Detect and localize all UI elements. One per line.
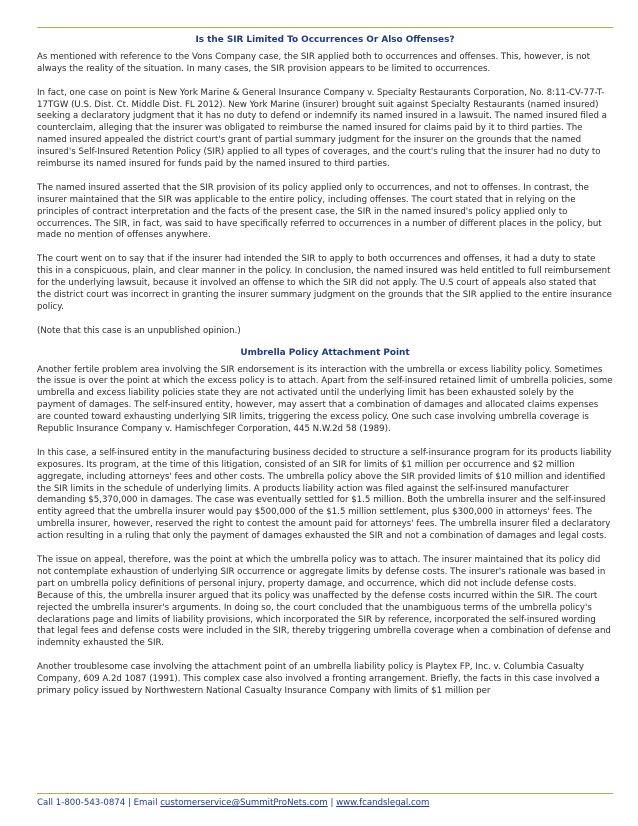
paragraph: The issue on appeal, therefore, was the point at which the umbrella policy was to attach. The insurer maintained that its policy did not contemplate exhaustion of underlying SIR occurrence or aggregate limits by defense costs. The insurer's rationale was based in part on umbrella policy definitions of personal injury, property damage, and occurrence, which did not include defense costs. Because of this, the umbrella insurer argued that its policy was unaffected by the defense costs incurred within the SIR. The court rejected the umbrella insurer's arguments. In doing so, the court concluded that the unambiguous terms of the umbrella policy's declarations page and limits of liability provisions, which incorporated the SIR by reference, incorporated the self-insured wording that legal fees and defense costs were included in the SIR, thereby triggering umbrella coverage when a combination of defense and indemnity exhausted the SIR.: [37, 554, 611, 649]
section-heading-sir-limited: Is the SIR Limited To Occurrences Or Also Offenses?: [195, 35, 455, 45]
footer-website-link[interactable]: www.fcandslegal.com: [336, 798, 430, 808]
paragraph-note: (Note that this case is an unpublished opinion.): [37, 325, 241, 336]
paragraph: The named insured asserted that the SIR provision of its policy applied only to occurrences, and not to offenses. In contrast, the insurer maintained that the SIR was applicable to the entire policy, including offenses. The court stated that in relying on the principles of contract interpretation and the facts of the present case, the SIR in the named insured's policy applied only to occurrences. The SIR, in fact, was said to have specifically referred to occurrences in a number of different places in the policy, but made no mention of offenses anywhere.: [37, 182, 602, 241]
section-heading-umbrella: Umbrella Policy Attachment Point: [240, 347, 410, 358]
paragraph: In fact, one case on point is New York Marine & General Insurance Company v. Specialty Restaurants Corporation, No. 8:11-CV-77-T-17TGW (U.S. Dist. Ct. Middle Dist. FL 2012). New York Marine (insurer) brought suit against Specialty Restaurants (named insured) seeking a declaratory judgment that it has no duty to defend or indemnify its named insured in a lawsuit. The named insured filed a counterclaim, alleging that the insurer was obligated to reimburse the named insured for claims paid by it to third parties. The named insured appealed the district court's grant of partial summary judgment for the insurer on the grounds that the named insured's Self-Insured Retention Policy (SIR) applied to all types of coverages, and the court's ruling that the insurer had no duty to reimburse its named insured for funds paid by the named insured to third parties.: [37, 87, 607, 170]
footer-separator: |: [330, 798, 334, 808]
paragraph: Another fertile problem area involving the SIR endorsement is its interaction with the umbrella or excess liability policy. Sometimes the issue is over the point at which the excess policy is to attach. Apart from the self-insured retained limit of umbrella policies, some umbrella and excess liability policies state they are not activated until the underlying limit has been exhausted solely by the payment of damages. The self-insured entity, however, may assert that a combination of damages and allocated claims expenses are counted toward exhausting underlying SIR limits, triggering the excess policy. One such case involving umbrella coverage is Republic Insurance Company v. Hamischfeger Corporation, 445 N.W.2d 58 (1989).: [37, 364, 613, 435]
footer-rule: [37, 793, 613, 794]
footer: [37, 797, 613, 809]
paragraph: In this case, a self-insured entity in the manufacturing business decided to structure a self-insurance program for its products liability exposures. Its program, at the time of this litigation, consisted of an SIR for limits of $1 million per occurrence and $2 million aggregate, including attorneys' fees and other costs. The umbrella policy above the SIR provided limits of $10 million and identified the SIR limits in the schedule of underlying limits. A products liability action was filed against the self-insured manufacturer demanding $5,370,000 in damages. The case was eventually settled for $1.5 million. Both the umbrella insurer and the self-insured entity agreed that the umbrella insurer would pay $500,000 of the $1.5 million settlement, plus $300,000 in attorneys' fees. The umbrella insurer, however, reserved the right to contest the amount paid for attorneys' fees. The umbrella insurer filed a declaratory action resulting in a ruling that only the payment of damages exhausted the SIR and not a combination of damages and legal costs.: [37, 447, 612, 542]
footer-phone: Call 1-800-543-0874: [37, 798, 126, 808]
paragraph: As mentioned with reference to the Vons Company case, the SIR applied both to occurrences and offenses. This, however, is not always the reality of the situation. In many cases, the SIR provision appears to be limited to occurrences.: [37, 51, 591, 74]
footer-email-label: Email: [133, 798, 158, 808]
paragraph: Another troublesome case involving the attachment point of an umbrella liability policy is Playtex FP, Inc. v. Columbia Casualty Company, 609 A.2d 1087 (1991). This complex case also involved a fronting arrangement. Briefly, the facts in this case involved a primary policy issued by Northwestern National Casualty Insurance Company with limits of $1 million per: [37, 662, 600, 696]
footer-separator: |: [127, 798, 131, 808]
footer-email-link[interactable]: customerservice@SummitProNets.com: [160, 798, 328, 808]
header-rule: [37, 27, 613, 28]
paragraph: The court went on to say that if the insurer had intended the SIR to apply to both occurrences and offenses, it had a duty to state this in a conspicuous, plain, and clear manner in the policy. In conclusion, the named insured was held entitled to full reimbursement for the underlying lawsuit, because it involved an offense to which the SIR did not apply. The U.S court of appeals also stated that the district court was incorrect in granting the insurer summary judgment on the grounds that the SIR applied to the entire insurance policy.: [37, 254, 612, 312]
document-body: [37, 35, 613, 710]
